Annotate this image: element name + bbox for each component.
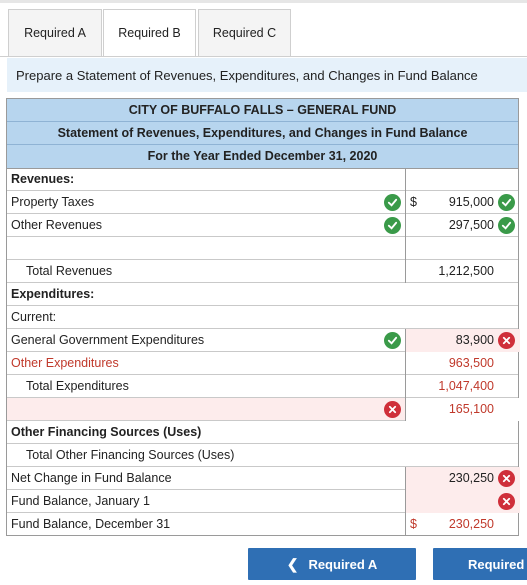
table-row xyxy=(7,237,518,260)
statement-header xyxy=(6,98,519,169)
table-row xyxy=(7,329,518,352)
tab-required-a[interactable]: Required A xyxy=(8,9,102,57)
general-government-label[interactable]: General Government Expenditures xyxy=(11,333,205,347)
fund-balance-jan-label: Fund Balance, January 1 xyxy=(11,494,150,508)
other-financing-heading: Other Financing Sources (Uses) xyxy=(11,425,202,439)
tab-bar xyxy=(8,9,527,57)
chevron-left-icon: ❮ xyxy=(286,555,299,572)
value-cell xyxy=(405,375,520,398)
expenditures-heading: Expenditures: xyxy=(11,287,95,301)
other-expenditures-label[interactable]: Other Expenditures xyxy=(11,356,119,370)
table-row xyxy=(7,398,518,421)
entity-name: CITY OF BUFFALO FALLS – GENERAL FUND xyxy=(7,99,518,122)
total-revenues-label: Total Revenues xyxy=(26,264,113,278)
check-icon xyxy=(498,194,515,211)
tab-required-b[interactable]: Required B xyxy=(103,9,196,57)
total-revenues-value: 1,212,500 xyxy=(438,264,494,278)
fund-balance-dec-value: 230,250 xyxy=(448,517,494,531)
net-change-value[interactable]: 230,250 xyxy=(448,471,494,485)
table-row xyxy=(7,513,518,536)
statement-title: Statement of Revenues, Expenditures, and Changes in Fund Balance xyxy=(7,122,518,145)
net-change-label: Net Change in Fund Balance xyxy=(11,471,172,485)
property-taxes-value[interactable]: 915,000 xyxy=(448,195,494,209)
x-mark-icon xyxy=(498,493,515,510)
value-cell[interactable] xyxy=(405,467,520,490)
value-cell[interactable] xyxy=(405,329,520,352)
table-row xyxy=(7,283,518,306)
other-revenues-value[interactable]: 297,500 xyxy=(448,218,494,232)
x-mark-icon xyxy=(498,332,515,349)
x-mark-icon xyxy=(384,401,401,418)
currency-symbol: $ xyxy=(410,517,417,531)
tab-divider xyxy=(0,56,527,57)
fund-balance-dec-label: Fund Balance, December 31 xyxy=(11,517,171,531)
excess-value[interactable]: 165,100 xyxy=(448,402,494,416)
value-cell xyxy=(405,260,520,283)
tab-required-c[interactable]: Required C xyxy=(198,9,291,57)
total-other-financing-label: Total Other Financing Sources (Uses) xyxy=(26,448,235,462)
table-row xyxy=(7,352,518,375)
statement-period: For the Year Ended December 31, 2020 xyxy=(7,145,518,168)
current-heading: Current: xyxy=(11,310,57,324)
value-cell xyxy=(405,168,520,191)
value-cell[interactable] xyxy=(405,214,520,237)
table-row xyxy=(7,490,518,513)
previous-button[interactable] xyxy=(248,548,416,580)
check-icon xyxy=(498,217,515,234)
check-icon xyxy=(384,217,401,234)
check-icon xyxy=(384,194,401,211)
total-expenditures-label: Total Expenditures xyxy=(26,379,129,393)
table-row xyxy=(7,444,518,467)
check-icon xyxy=(384,332,401,349)
value-cell[interactable] xyxy=(405,352,520,375)
x-mark-icon xyxy=(498,470,515,487)
previous-button-label: Required A xyxy=(308,556,378,572)
table-row xyxy=(7,260,518,283)
table-row xyxy=(7,168,518,191)
value-cell[interactable] xyxy=(405,237,520,260)
table-row xyxy=(7,421,518,444)
revenues-heading: Revenues: xyxy=(11,172,75,186)
table-row xyxy=(7,467,518,490)
instruction-banner xyxy=(7,58,527,92)
statement-table xyxy=(6,168,519,536)
instruction-text: Prepare a Statement of Revenues, Expenditures, and Changes in Fund Balance xyxy=(16,67,478,83)
next-button[interactable] xyxy=(433,548,527,580)
other-expenditures-value[interactable]: 963,500 xyxy=(448,356,494,370)
table-row xyxy=(7,214,518,237)
general-government-value[interactable]: 83,900 xyxy=(455,333,494,347)
value-cell[interactable] xyxy=(405,398,520,421)
total-expenditures-value: 1,047,400 xyxy=(438,379,494,393)
value-cell xyxy=(405,513,520,536)
top-border xyxy=(0,0,527,3)
currency-symbol: $ xyxy=(410,195,417,209)
property-taxes-label[interactable]: Property Taxes xyxy=(11,195,95,209)
other-revenues-label[interactable]: Other Revenues xyxy=(11,218,103,232)
next-button-label: Required xyxy=(468,556,525,572)
value-cell[interactable] xyxy=(405,490,520,513)
value-cell[interactable] xyxy=(405,191,520,214)
table-row xyxy=(7,375,518,398)
table-row xyxy=(7,191,518,214)
table-row xyxy=(7,306,518,329)
